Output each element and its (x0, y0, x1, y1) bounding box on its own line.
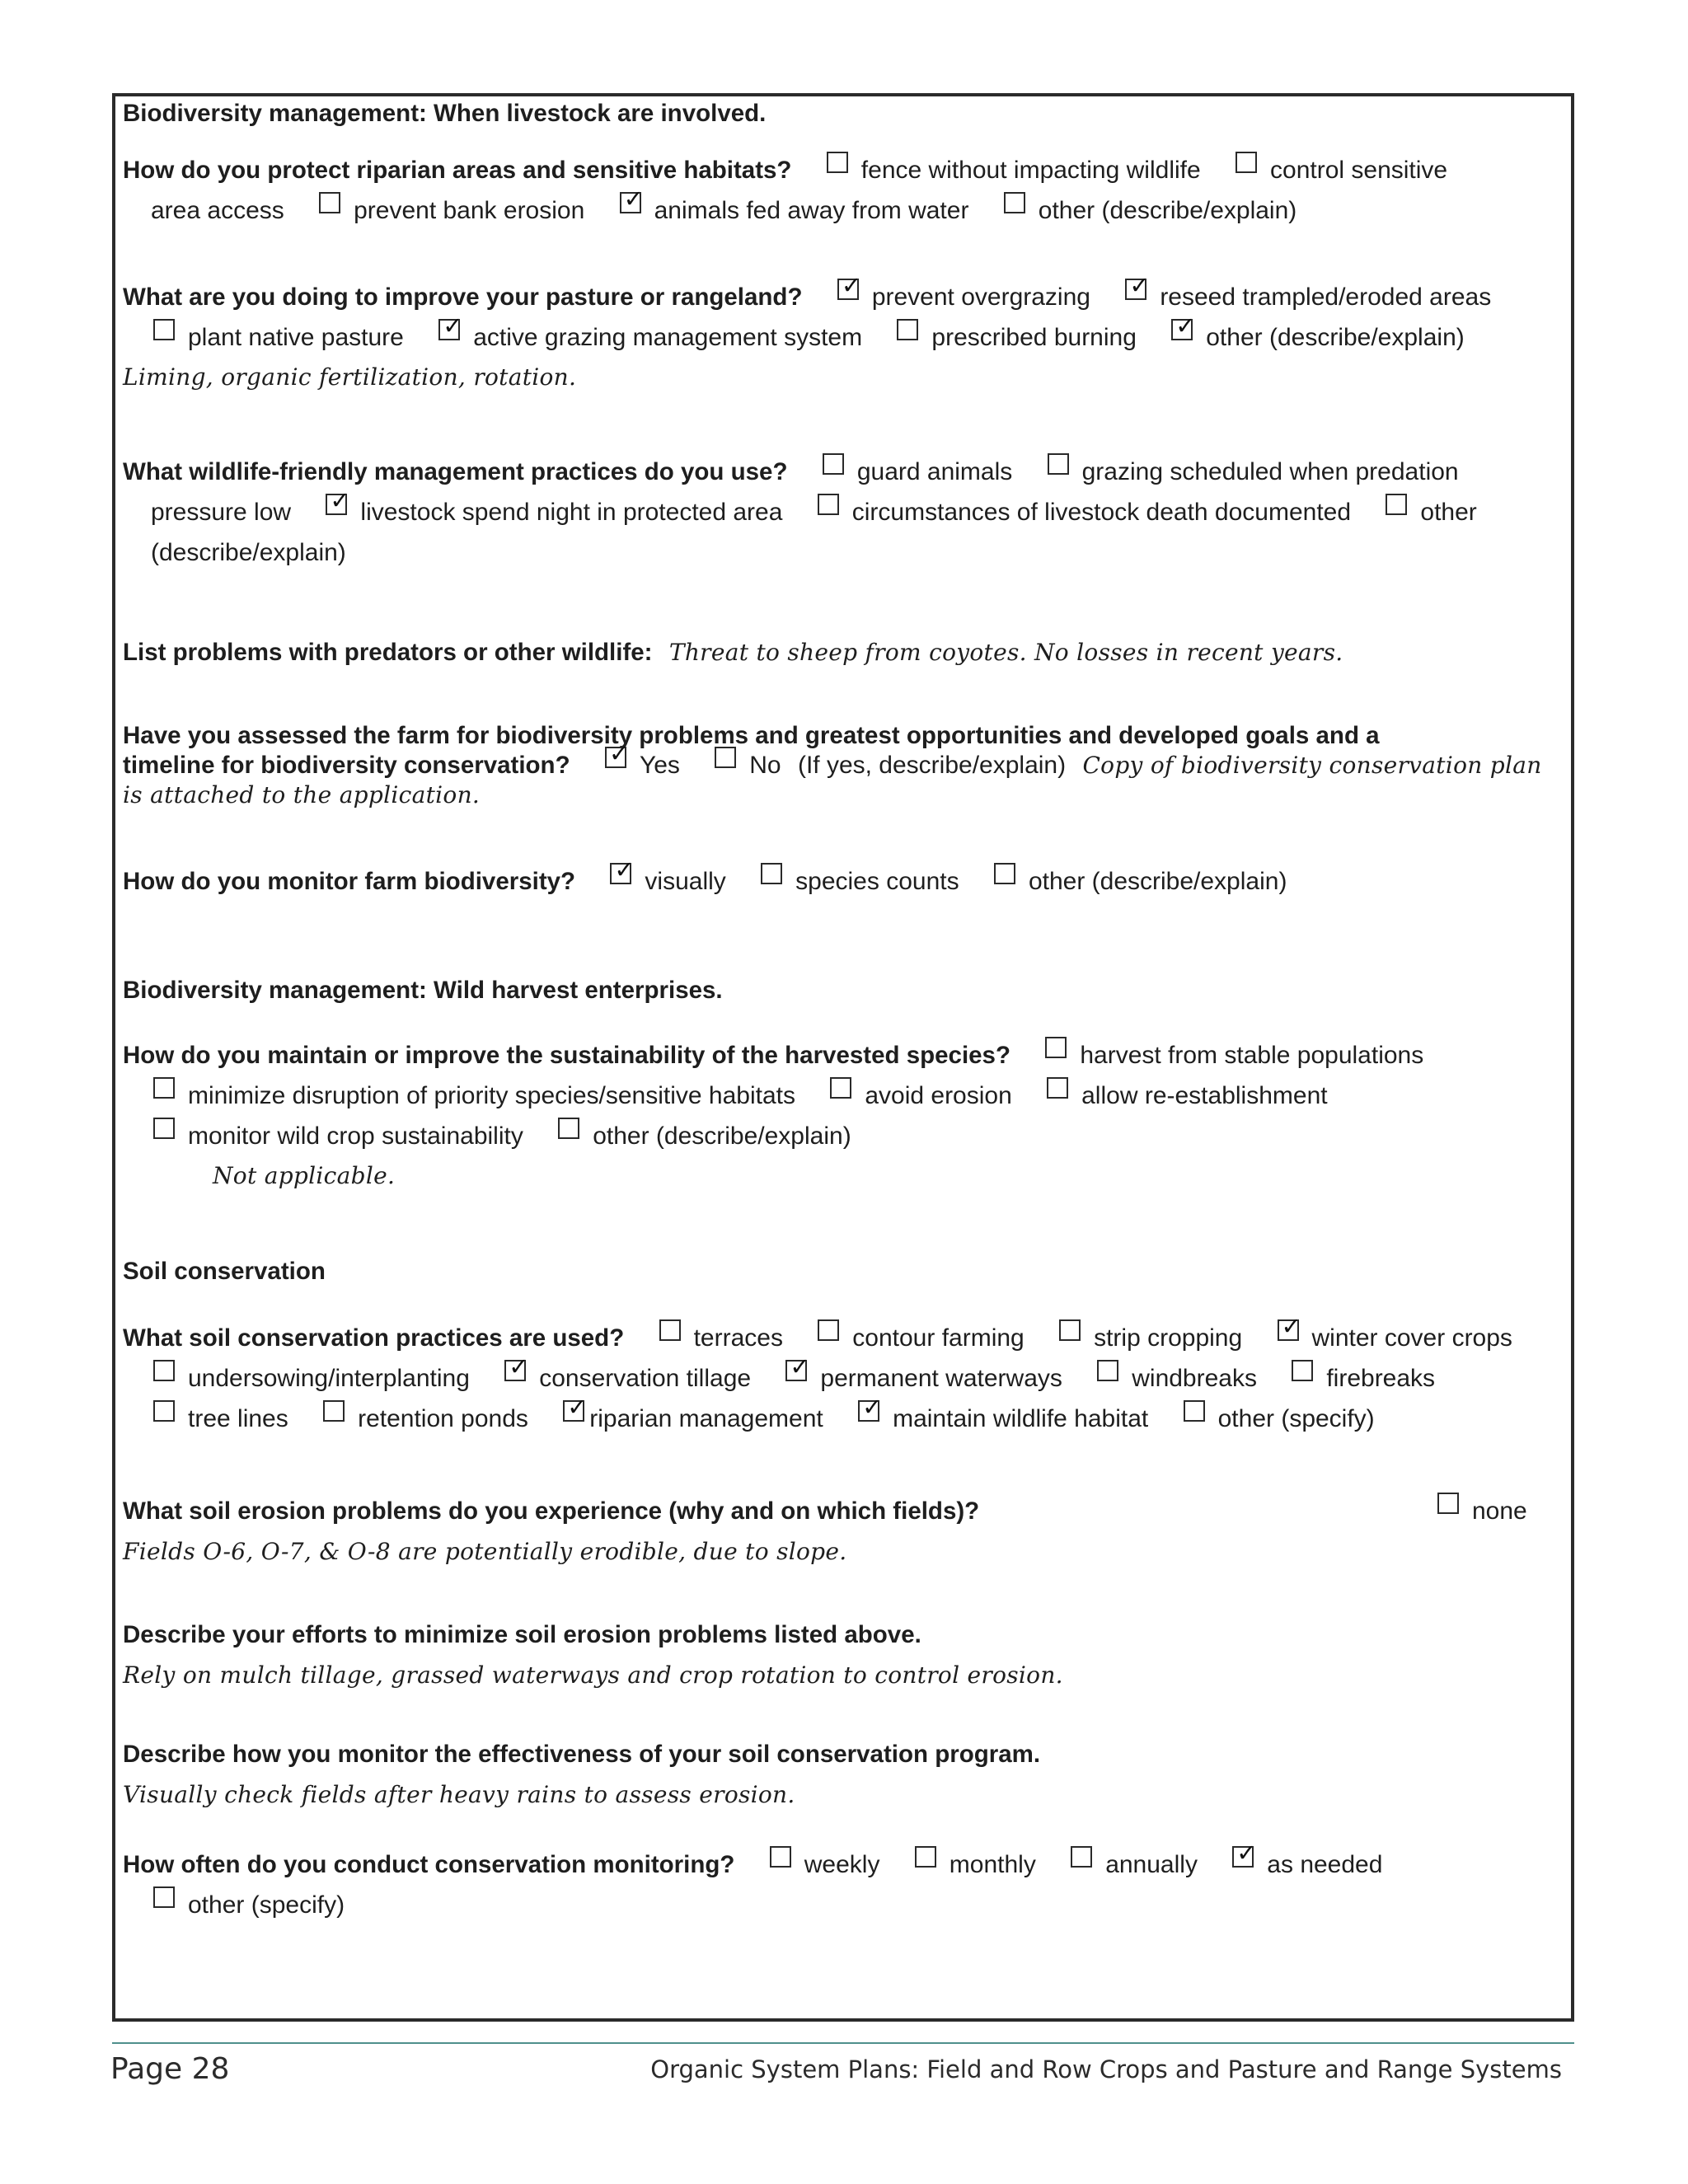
option-label: other (1420, 499, 1477, 526)
option-label: terraces (693, 1324, 783, 1352)
ifyes-label: (If yes, describe/explain) (797, 752, 1067, 779)
checkbox[interactable] (1292, 1360, 1313, 1381)
checkbox-checked[interactable] (785, 1360, 807, 1381)
option-night[interactable] (326, 497, 782, 528)
checkbox[interactable] (770, 1846, 791, 1868)
option-label: as needed (1267, 1851, 1383, 1878)
option-none[interactable] (1437, 1496, 1537, 1527)
option-label: monthly (949, 1851, 1036, 1878)
option-other[interactable] (153, 1890, 345, 1921)
option-guard[interactable] (823, 457, 1012, 488)
pasture-line-2 (153, 322, 1475, 354)
option-label: windbreaks (1132, 1365, 1257, 1392)
option-label: control sensitive (1270, 157, 1448, 184)
efforts-answer[interactable]: Rely on mulch tillage, grassed waterways and crop rotation to control erosion. (123, 1661, 1063, 1689)
checkbox-checked[interactable] (1232, 1846, 1254, 1868)
option-label: prevent overgrazing (871, 284, 1090, 311)
checkbox[interactable] (1045, 1037, 1067, 1058)
option-avoid-erosion[interactable] (830, 1080, 1011, 1112)
option-other[interactable] (1004, 195, 1297, 227)
checkbox[interactable] (761, 863, 782, 884)
option-grazing[interactable] (438, 322, 862, 354)
checkbox[interactable] (659, 1319, 681, 1341)
option-waterways[interactable] (785, 1363, 1062, 1394)
option-annually[interactable] (1071, 1849, 1198, 1881)
monitor-bio-line (123, 866, 1296, 898)
monitor-bio-question: How do you monitor farm biodiversity? (123, 868, 576, 895)
option-label: winter cover crops (1311, 1324, 1512, 1352)
option-reseed[interactable] (1125, 282, 1491, 313)
predators-question: List problems with predators or other wildlife: (123, 639, 653, 666)
page-number: Page 28 (110, 2052, 230, 2086)
option-other[interactable] (994, 866, 1287, 898)
option-contour[interactable] (818, 1323, 1024, 1354)
checkbox-checked[interactable] (1171, 319, 1193, 340)
option-label: annually (1105, 1851, 1198, 1878)
predators-answer[interactable]: Threat to sheep from coyotes. No losses in recent years. (668, 639, 1343, 666)
pasture-answer[interactable]: Liming, organic fertilization, rotation. (123, 363, 577, 391)
checkbox-checked[interactable] (438, 319, 460, 340)
option-label-cont: pressure low (151, 499, 292, 526)
checkbox[interactable] (153, 1118, 175, 1139)
checkbox[interactable] (994, 863, 1015, 884)
checkbox[interactable] (153, 319, 175, 340)
often-line-1 (123, 1849, 1392, 1881)
harvest-line-3 (153, 1121, 861, 1152)
checkbox-checked[interactable] (610, 863, 631, 884)
harvest-line-2 (153, 1080, 1338, 1112)
wildlife-line-1 (123, 457, 1469, 488)
soil-practices-question: What soil conservation practices are used? (123, 1324, 625, 1352)
option-other[interactable] (558, 1121, 851, 1152)
option-label: visually (645, 868, 726, 895)
option-species[interactable] (761, 866, 959, 898)
option-label: other (describe/explain) (1206, 324, 1465, 351)
option-label: riparian management (589, 1405, 823, 1432)
option-no[interactable] (715, 750, 781, 781)
predators-line (123, 637, 1353, 668)
option-fence[interactable] (827, 155, 1201, 186)
option-label: prescribed burning (931, 324, 1137, 351)
riparian-question: How do you protect riparian areas and sensitive habitats? (123, 157, 792, 184)
assessed-question-1: Have you assessed the farm for biodiversity problems and greatest opportunities and developed goals and a (123, 722, 1380, 749)
option-death[interactable] (818, 497, 1351, 528)
option-label: contour farming (852, 1324, 1025, 1352)
option-strip[interactable] (1059, 1323, 1242, 1354)
option-as-needed[interactable] (1232, 1849, 1382, 1881)
option-label: Yes (639, 752, 680, 779)
option-monitor-wild[interactable] (153, 1121, 523, 1152)
option-monthly[interactable] (915, 1849, 1036, 1881)
option-label: weekly (804, 1851, 880, 1878)
effectiveness-answer[interactable]: Visually check fields after heavy rains to assess erosion. (123, 1781, 795, 1808)
option-label: other (describe/explain) (593, 1122, 851, 1150)
checkbox[interactable] (830, 1077, 851, 1099)
checkbox-checked[interactable] (1125, 279, 1146, 300)
option-label: undersowing/interplanting (188, 1365, 470, 1392)
option-label: minimize disruption of priority species/sensitive habitats (188, 1082, 795, 1109)
option-other[interactable] (1184, 1404, 1375, 1435)
section-heading-livestock: Biodiversity management: When livestock are involved. (123, 100, 767, 127)
option-habitat[interactable] (858, 1404, 1148, 1435)
checkbox[interactable] (319, 192, 340, 213)
checkbox[interactable] (1048, 453, 1069, 475)
checkbox[interactable] (1437, 1493, 1459, 1514)
option-label: guard animals (856, 458, 1013, 485)
option-terraces[interactable] (659, 1323, 783, 1354)
checkbox[interactable] (1047, 1077, 1068, 1099)
pasture-question: What are you doing to improve your pasture or rangeland? (123, 284, 803, 311)
soil-practices-line-1 (123, 1323, 1522, 1354)
option-tillage[interactable] (504, 1363, 751, 1394)
option-other[interactable] (1386, 497, 1476, 528)
option-label: firebreaks (1326, 1365, 1436, 1392)
option-label: reseed trampled/eroded areas (1160, 284, 1492, 311)
option-bank-erosion[interactable] (319, 195, 584, 227)
soil-practices-line-3 (153, 1404, 1385, 1435)
checkbox-checked[interactable] (1278, 1319, 1299, 1341)
option-undersowing[interactable] (153, 1363, 470, 1394)
option-native[interactable] (153, 322, 404, 354)
checkbox[interactable] (1004, 192, 1025, 213)
checkbox-checked[interactable] (563, 1400, 584, 1422)
harvest-answer[interactable]: Not applicable. (213, 1162, 396, 1189)
option-control-sensitive[interactable] (1236, 155, 1447, 186)
checkbox[interactable] (818, 1319, 839, 1341)
erosion-answer[interactable]: Fields O-6, O-7, & O-8 are potentially erodible, due to slope. (123, 1538, 847, 1565)
option-ponds[interactable] (323, 1404, 528, 1435)
checkbox[interactable] (715, 747, 736, 768)
option-fed-away[interactable] (620, 195, 969, 227)
option-label: prevent bank erosion (354, 197, 585, 224)
checkbox[interactable] (1071, 1846, 1092, 1868)
checkbox[interactable] (1184, 1400, 1205, 1422)
checkbox[interactable] (823, 453, 844, 475)
checkbox-checked[interactable] (837, 279, 859, 300)
option-label: none (1472, 1497, 1527, 1525)
often-question: How often do you conduct conservation monitoring? (123, 1851, 735, 1878)
option-visually[interactable] (610, 866, 725, 898)
footer-title: Organic System Plans: Field and Row Crops and Pasture and Range Systems (650, 2055, 1562, 2083)
efforts-question: Describe your efforts to minimize soil erosion problems listed above. (123, 1621, 921, 1648)
option-riparian[interactable] (563, 1404, 823, 1435)
assessed-answer-1[interactable]: Copy of biodiversity conservation plan (1082, 752, 1542, 779)
option-weekly[interactable] (770, 1849, 880, 1881)
checkbox-checked[interactable] (504, 1360, 526, 1381)
option-label: animals fed away from water (654, 197, 969, 224)
option-label: plant native pasture (188, 324, 404, 351)
wildlife-line-2 (151, 497, 1487, 528)
checkbox[interactable] (153, 1886, 175, 1908)
checkbox[interactable] (827, 152, 848, 173)
option-label: grazing scheduled when predation (1081, 458, 1459, 485)
checkbox[interactable] (818, 494, 839, 515)
checkbox[interactable] (558, 1118, 579, 1139)
option-other[interactable] (1171, 322, 1465, 354)
option-stable[interactable] (1045, 1040, 1423, 1071)
checkbox[interactable] (915, 1846, 936, 1868)
effectiveness-question: Describe how you monitor the effectiveness of your soil conservation program. (123, 1741, 1041, 1768)
option-minimize[interactable] (153, 1080, 795, 1112)
harvest-line-1 (123, 1040, 1433, 1071)
often-line-2 (153, 1890, 354, 1921)
pasture-line-1 (123, 282, 1501, 313)
option-burning[interactable] (897, 322, 1136, 354)
option-label: retention ponds (358, 1405, 528, 1432)
option-label: maintain wildlife habitat (893, 1405, 1149, 1432)
option-overgrazing[interactable] (837, 282, 1090, 313)
option-label: harvest from stable populations (1080, 1042, 1424, 1069)
harvest-question: How do you maintain or improve the sustainability of the harvested species? (123, 1042, 1010, 1069)
option-label: allow re-establishment (1081, 1082, 1328, 1109)
option-firebreaks[interactable] (1292, 1363, 1435, 1394)
assessed-question-2: timeline for biodiversity conservation? (123, 752, 570, 779)
checkbox[interactable] (153, 1400, 175, 1422)
checkbox[interactable] (323, 1400, 345, 1422)
option-windbreaks[interactable] (1097, 1363, 1257, 1394)
checkbox[interactable] (1236, 152, 1257, 173)
soil-practices-line-2 (153, 1363, 1445, 1394)
assessed-line-2 (123, 750, 1552, 781)
option-label: other (specify) (188, 1891, 345, 1919)
option-tree-lines[interactable] (153, 1404, 288, 1435)
assessed-answer-2[interactable]: is attached to the application. (123, 781, 481, 808)
option-label: fence without impacting wildlife (860, 157, 1201, 184)
option-winter-cover[interactable] (1278, 1323, 1512, 1354)
checkbox[interactable] (153, 1077, 175, 1099)
option-yes[interactable] (605, 750, 680, 781)
option-label: active grazing management system (473, 324, 863, 351)
option-label: conservation tillage (539, 1365, 752, 1392)
option-label: tree lines (188, 1405, 288, 1432)
option-label: other (describe/explain) (1028, 868, 1287, 895)
option-label: livestock spend night in protected area (360, 499, 783, 526)
option-label: avoid erosion (865, 1082, 1012, 1109)
checkbox[interactable] (1386, 494, 1407, 515)
wildlife-question: What wildlife-friendly management practices do you use? (123, 458, 788, 485)
section-heading-wild-harvest: Biodiversity management: Wild harvest enterprises. (123, 977, 723, 1004)
option-label: permanent waterways (820, 1365, 1062, 1392)
erosion-question: What soil erosion problems do you experience (why and on which fields)? (123, 1497, 980, 1525)
checkbox-checked[interactable] (858, 1400, 879, 1422)
option-reestablishment[interactable] (1047, 1080, 1327, 1112)
footer-rule (112, 2042, 1574, 2044)
checkbox-checked[interactable] (326, 494, 347, 515)
option-label: species counts (795, 868, 959, 895)
riparian-line-1 (123, 155, 1457, 186)
checkbox-checked[interactable] (620, 192, 641, 213)
option-label: circumstances of livestock death documented (851, 499, 1352, 526)
option-label: monitor wild crop sustainability (188, 1122, 523, 1150)
checkbox[interactable] (153, 1360, 175, 1381)
option-label: No (749, 752, 781, 779)
option-label: other (describe/explain) (1038, 197, 1297, 224)
option-label: strip cropping (1094, 1324, 1243, 1352)
wildlife-line-3: (describe/explain) (151, 539, 346, 566)
checkbox-checked[interactable] (605, 747, 626, 768)
riparian-line-2 (151, 195, 1306, 227)
checkbox[interactable] (897, 319, 918, 340)
checkbox[interactable] (1097, 1360, 1118, 1381)
option-none-item[interactable] (1437, 1496, 1527, 1527)
checkbox[interactable] (1059, 1319, 1081, 1341)
option-label-cont: area access (151, 197, 284, 224)
option-label: other (specify) (1217, 1405, 1375, 1432)
option-scheduled[interactable] (1048, 457, 1459, 488)
section-heading-soil: Soil conservation (123, 1258, 326, 1285)
